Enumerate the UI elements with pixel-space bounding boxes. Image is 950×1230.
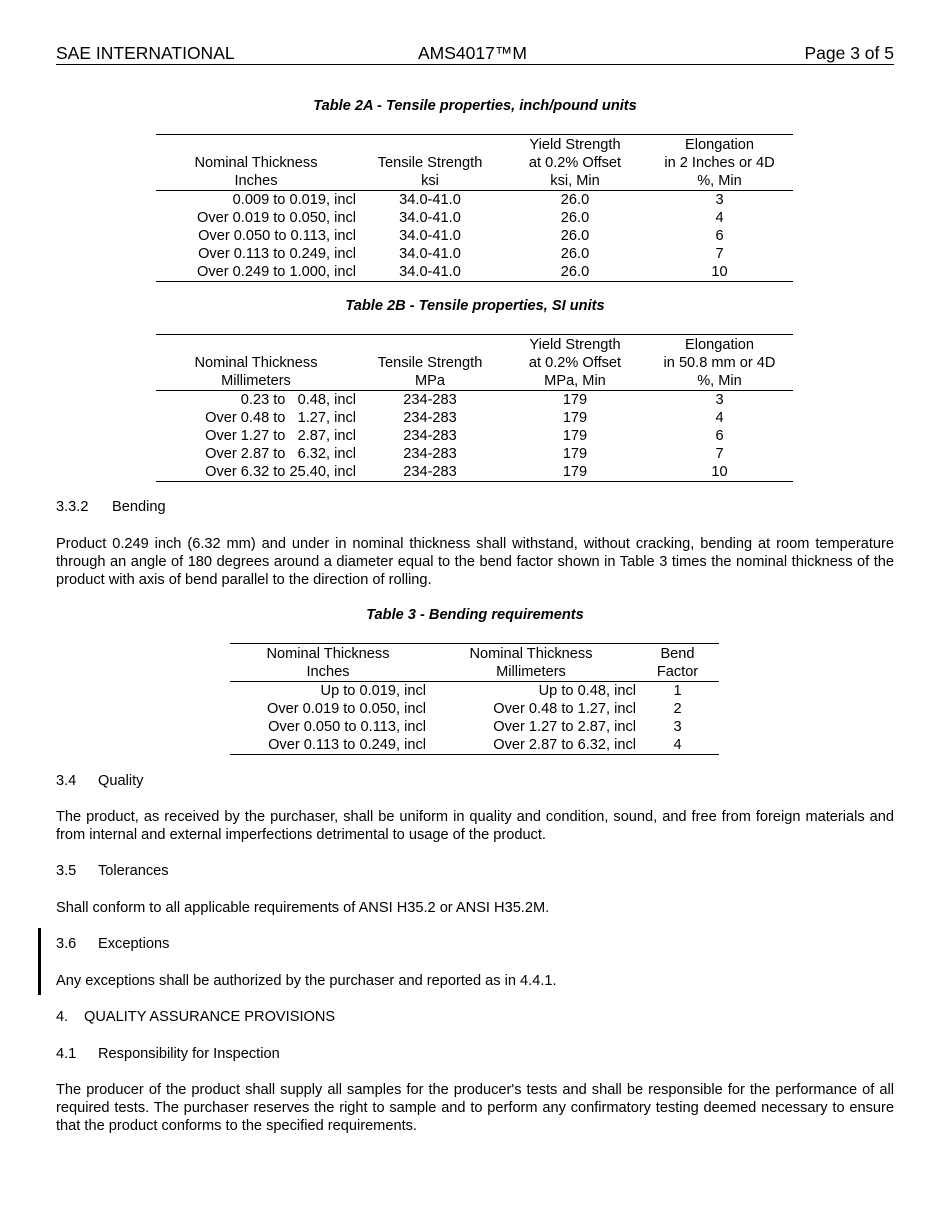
- cell-yield: 179: [562, 392, 588, 408]
- col-header: Bend: [636, 644, 719, 664]
- table-row: [156, 445, 793, 463]
- col-header: Millimeters: [426, 663, 636, 682]
- table-row: [230, 682, 719, 701]
- section-number: 3.3.2: [56, 499, 89, 515]
- col-header: %, Min: [646, 372, 793, 391]
- cell-bend-factor: 1: [673, 683, 682, 699]
- cell-yield: 179: [562, 410, 588, 426]
- cell-elongation: 10: [646, 263, 793, 282]
- table-row: [156, 263, 793, 282]
- header-page-number: Page 3 of 5: [804, 43, 894, 63]
- section-4-1-heading: [56, 1045, 280, 1063]
- col-header: Nominal Thickness: [194, 155, 318, 171]
- col-header: Factor: [636, 663, 719, 682]
- cell-elongation: 10: [646, 463, 793, 482]
- section-title: Responsibility for Inspection: [98, 1046, 280, 1062]
- table-row: [230, 736, 719, 755]
- col-header: MPa: [356, 372, 504, 391]
- section-4-1-body: The producer of the product shall supply all samples for the producer's tests and shall be responsible for the performance of all required tests. The purchaser reserves the right to sample and to perform any confirmatory testing deemed necessary to ensure that the product conforms to the specified requirements.: [56, 1082, 894, 1134]
- cell-tensile: 234-283: [403, 446, 457, 462]
- cell-tensile: 34.0-41.0: [399, 246, 461, 262]
- section-3-3-2-body: Product 0.249 inch (6.32 mm) and under in nominal thickness shall withstand, without cracking, bending at room temperature through an angle of 180 degrees around a diameter equal to the bend factor shown in Table 3 times the nominal thickness of the product with axis of bend parallel to the direction of rolling.: [56, 536, 894, 588]
- section-title: Tolerances: [98, 863, 169, 879]
- table-row: [156, 191, 793, 210]
- col-header: Yield Strength: [504, 335, 646, 355]
- col-header: [156, 135, 356, 155]
- cell-tensile: 34.0-41.0: [399, 210, 461, 226]
- section-3-3-2-heading: [56, 498, 166, 516]
- section-number: 3.4: [56, 773, 77, 789]
- cell-bend-factor: 2: [673, 701, 682, 717]
- col-header: at 0.2% Offset: [528, 355, 622, 371]
- cell-elongation: 6: [715, 428, 724, 444]
- header-doc-id: AMS4017™M: [418, 43, 527, 63]
- cell-tensile: 234-283: [403, 410, 457, 426]
- cell-elongation: 3: [715, 192, 724, 208]
- col-header: Tensile Strength: [377, 355, 483, 371]
- col-header: Millimeters: [156, 372, 356, 391]
- col-header: Elongation: [646, 335, 793, 355]
- table-3-caption: Table 3 - Bending requirements: [366, 607, 584, 623]
- cell-tensile: 234-283: [356, 463, 504, 482]
- col-header: in 2 Inches or 4D: [664, 155, 775, 171]
- cell-yield: 179: [562, 446, 588, 462]
- table-2b-caption: Table 2B - Tensile properties, SI units: [345, 298, 605, 314]
- cell-inches: Over 0.019 to 0.050, incl: [266, 701, 426, 717]
- section-number: 3.5: [56, 863, 77, 879]
- cell-inches: Up to 0.019, incl: [320, 683, 426, 699]
- cell-millimeters: Up to 0.48, incl: [538, 683, 636, 699]
- col-header: Yield Strength: [504, 135, 646, 155]
- cell-thickness: Over 0.050 to 0.113, incl: [198, 228, 356, 244]
- col-header: Tensile Strength: [377, 155, 483, 171]
- cell-yield: 26.0: [560, 210, 590, 226]
- cell-millimeters: Over 1.27 to 2.87, incl: [493, 719, 636, 735]
- cell-inches: Over 0.050 to 0.113, incl: [268, 719, 426, 735]
- col-header: Nominal Thickness: [426, 644, 636, 664]
- table-row: [156, 427, 793, 445]
- revision-change-bar: [38, 928, 41, 995]
- cell-thickness: Over 0.48 to 1.27, incl: [205, 410, 356, 426]
- col-header: Inches: [156, 172, 356, 191]
- section-title: QUALITY ASSURANCE PROVISIONS: [84, 1009, 336, 1025]
- table-2a: [156, 134, 793, 282]
- table-row: [230, 700, 719, 718]
- section-3-5-heading: [56, 862, 169, 880]
- cell-yield: 26.0: [560, 192, 590, 208]
- col-header: ksi, Min: [504, 172, 646, 191]
- table-row: [156, 391, 793, 410]
- cell-thickness: Over 0.113 to 0.249, incl: [198, 246, 356, 262]
- cell-bend-factor: 3: [673, 719, 682, 735]
- col-header: [356, 135, 504, 155]
- cell-thickness: Over 2.87 to 6.32, incl: [205, 446, 356, 462]
- col-header: Elongation: [646, 135, 793, 155]
- section-3-5-body: Shall conform to all applicable requirements of ANSI H35.2 or ANSI H35.2M.: [56, 900, 550, 916]
- table-row: [156, 227, 793, 245]
- section-3-6-heading: [56, 935, 169, 953]
- cell-thickness: 0.23 to 0.48, incl: [240, 392, 356, 408]
- cell-inches: Over 0.113 to 0.249, incl: [230, 736, 426, 755]
- cell-millimeters: Over 2.87 to 6.32, incl: [426, 736, 636, 755]
- table-2b: [156, 334, 793, 482]
- cell-elongation: 6: [715, 228, 724, 244]
- col-header: [356, 335, 504, 355]
- cell-yield: 26.0: [504, 263, 646, 282]
- section-3-4-heading: [56, 772, 143, 790]
- cell-tensile: 34.0-41.0: [399, 228, 461, 244]
- cell-tensile: 34.0-41.0: [399, 192, 461, 208]
- table-row: [156, 245, 793, 263]
- cell-elongation: 7: [715, 246, 724, 262]
- cell-thickness: Over 0.019 to 0.050, incl: [196, 210, 356, 226]
- col-header: at 0.2% Offset: [528, 155, 622, 171]
- section-title: Bending: [112, 499, 166, 515]
- cell-thickness: 0.009 to 0.019, incl: [232, 192, 356, 208]
- cell-elongation: 7: [715, 446, 724, 462]
- col-header: MPa, Min: [504, 372, 646, 391]
- section-title: Exceptions: [98, 936, 170, 952]
- cell-yield: 26.0: [560, 228, 590, 244]
- section-number: 4.: [56, 1009, 69, 1025]
- cell-tensile: 234-283: [403, 392, 457, 408]
- col-header: [156, 335, 356, 355]
- cell-yield: 26.0: [560, 246, 590, 262]
- cell-thickness: Over 0.249 to 1.000, incl: [156, 263, 356, 282]
- cell-elongation: 4: [715, 410, 724, 426]
- cell-elongation: 4: [715, 210, 724, 226]
- col-header: %, Min: [646, 172, 793, 191]
- col-header: Inches: [230, 663, 426, 682]
- cell-tensile: 234-283: [403, 428, 457, 444]
- section-number: 4.1: [56, 1046, 77, 1062]
- section-number: 3.6: [56, 936, 77, 952]
- col-header: ksi: [356, 172, 504, 191]
- col-header: in 50.8 mm or 4D: [663, 355, 776, 371]
- table-row: [156, 409, 793, 427]
- cell-thickness: Over 6.32 to 25.40, incl: [156, 463, 356, 482]
- col-header: Nominal Thickness: [194, 355, 318, 371]
- cell-yield: 179: [504, 463, 646, 482]
- table-row: [156, 463, 793, 482]
- table-row: [156, 209, 793, 227]
- section-4-heading: [56, 1008, 335, 1026]
- section-3-6-body: Any exceptions shall be authorized by the purchaser and reported as in 4.4.1.: [56, 973, 557, 989]
- page-header: [56, 43, 894, 65]
- table-row: [230, 718, 719, 736]
- table-3: [230, 643, 719, 755]
- header-org: SAE INTERNATIONAL: [56, 43, 235, 63]
- cell-millimeters: Over 0.48 to 1.27, incl: [493, 701, 636, 717]
- cell-tensile: 34.0-41.0: [356, 263, 504, 282]
- section-3-4-body: The product, as received by the purchaser, shall be uniform in quality and condition, sound, and free from foreign materials and from internal and external imperfections detrimental to usage of the product.: [56, 809, 894, 843]
- section-title: Quality: [98, 773, 144, 789]
- cell-yield: 179: [562, 428, 588, 444]
- table-2a-caption: Table 2A - Tensile properties, inch/pound units: [313, 98, 637, 114]
- cell-elongation: 3: [715, 392, 724, 408]
- cell-bend-factor: 4: [636, 736, 719, 755]
- col-header: Nominal Thickness: [230, 644, 426, 664]
- cell-thickness: Over 1.27 to 2.87, incl: [205, 428, 356, 444]
